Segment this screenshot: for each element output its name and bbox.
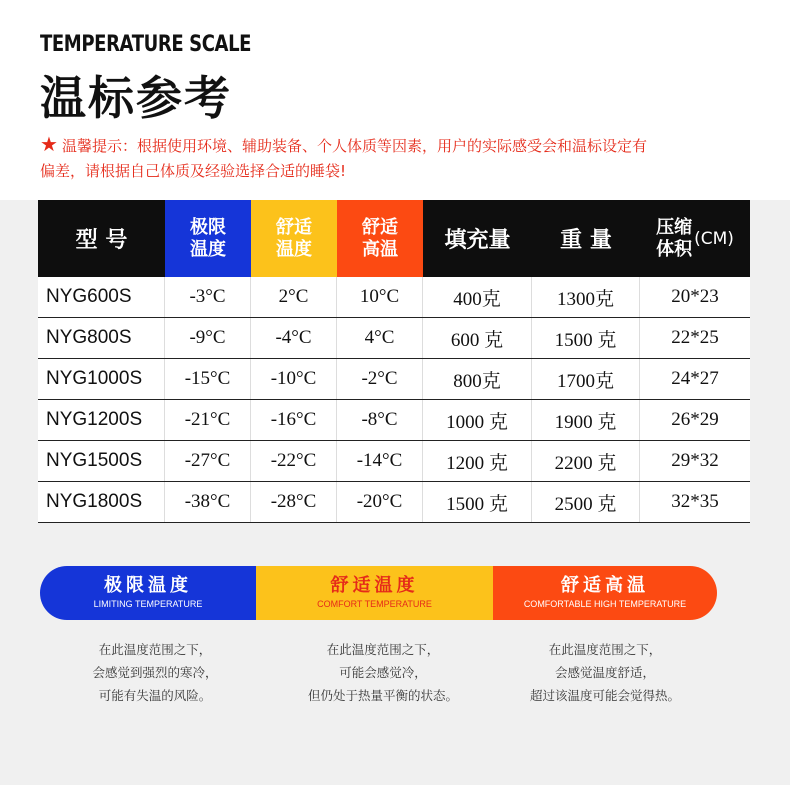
header-size-l1: 压缩 — [656, 216, 693, 238]
tip-line-1: 温馨提示：根据使用环境、辅助装备、个人体质等因素，用户的实际感受会和温标设定有 — [61, 137, 647, 155]
legend-comfort-sub: COMFORT TEMPERATURE — [317, 599, 432, 609]
cell-size: 24*27 — [671, 368, 719, 389]
desc-line: 超过该温度可能会觉得热。 — [529, 688, 680, 703]
legend-limit-sub: LIMITING TEMPERATURE — [93, 599, 203, 609]
cell-fill: 1200 克 — [423, 441, 532, 481]
table-header — [38, 200, 750, 277]
header-limit — [165, 200, 251, 277]
cell-fill: 800克 — [423, 359, 532, 399]
legend-comfort-title: 舒适温度 — [330, 575, 419, 596]
warm-tip — [40, 132, 740, 184]
header-size-unit: (CM) — [694, 228, 734, 249]
legend-high-sub: COMFORTABLE HIGH TEMPERATURE — [523, 599, 687, 609]
cell-high: 4°C — [337, 318, 423, 358]
tip-line-2: 偏差，请根据自己体质及经验选择合适的睡袋! — [40, 162, 347, 180]
table-row — [38, 318, 750, 359]
cell-limit: -15°C — [165, 359, 251, 399]
cell-model: NYG1000S — [38, 359, 165, 399]
cell-comfort: -4°C — [251, 318, 337, 358]
cell-size: 29*32 — [671, 450, 719, 471]
legend-comfort — [256, 566, 493, 620]
header-limit-l2: 温度 — [190, 238, 226, 260]
cell-limit: -21°C — [165, 400, 251, 440]
cell-fill: 1000 克 — [423, 400, 532, 440]
header-comfort-l1: 舒适 — [276, 216, 312, 238]
cell-weight: 1700克 — [532, 359, 640, 399]
desc-comfort — [268, 638, 498, 707]
cell-comfort: -16°C — [251, 400, 337, 440]
cell-weight: 2200 克 — [532, 441, 640, 481]
desc-line: 在此温度范围之下， — [326, 642, 440, 657]
legend-limit — [40, 566, 256, 620]
cell-model: NYG800S — [38, 318, 165, 358]
header-size-l2: 体积 — [656, 238, 693, 260]
cell-size: 20*23 — [671, 286, 719, 307]
cell-high: -2°C — [337, 359, 423, 399]
cell-limit: -27°C — [165, 441, 251, 481]
cell-high: -20°C — [337, 482, 423, 522]
table-row — [38, 277, 750, 318]
cell-weight: 1500 克 — [532, 318, 640, 358]
desc-line: 会感觉温度舒适， — [554, 665, 655, 680]
legend-high-title: 舒适高温 — [561, 575, 649, 596]
cell-fill: 400克 — [423, 277, 532, 317]
cell-high: -8°C — [337, 400, 423, 440]
header-model: 型 号 — [38, 200, 165, 277]
title-en: TEMPERATURE SCALE — [40, 32, 252, 57]
cell-size: 22*25 — [671, 327, 719, 348]
header-comfort-l2: 温度 — [276, 238, 312, 260]
table-row — [38, 359, 750, 400]
legend-high — [493, 566, 717, 620]
cell-limit: -3°C — [165, 277, 251, 317]
header-high — [337, 200, 423, 277]
cell-comfort: -22°C — [251, 441, 337, 481]
header-area — [0, 0, 790, 200]
cell-size: 32*35 — [671, 491, 719, 512]
cell-model: NYG600S — [38, 277, 165, 317]
header-limit-l1: 极限 — [190, 216, 226, 238]
cell-size: 26*29 — [671, 409, 719, 430]
desc-high — [490, 638, 720, 707]
header-high-l1: 舒适 — [362, 216, 398, 238]
desc-line: 可能有失温的风险。 — [98, 688, 212, 703]
cell-high: -14°C — [337, 441, 423, 481]
cell-fill: 600 克 — [423, 318, 532, 358]
table-body — [38, 277, 750, 523]
cell-model: NYG1800S — [38, 482, 165, 522]
header-size — [640, 200, 750, 277]
cell-fill: 1500 克 — [423, 482, 532, 522]
title-cn: 温标参考 — [40, 71, 232, 125]
legend-limit-title: 极限温度 — [104, 575, 192, 596]
desc-limit — [40, 638, 270, 707]
header-comfort — [251, 200, 337, 277]
cell-weight: 1300克 — [532, 277, 640, 317]
table-row — [38, 441, 750, 482]
desc-line: 会感觉到强烈的寒冷， — [92, 665, 218, 680]
cell-model: NYG1200S — [38, 400, 165, 440]
header-high-l2: 高温 — [362, 238, 398, 260]
header-fill: 填充量 — [423, 200, 532, 277]
table-row — [38, 482, 750, 523]
cell-weight: 2500 克 — [532, 482, 640, 522]
desc-line: 在此温度范围之下， — [98, 642, 212, 657]
cell-model: NYG1500S — [38, 441, 165, 481]
cell-limit: -38°C — [165, 482, 251, 522]
legend-bar — [40, 566, 717, 620]
cell-comfort: -10°C — [251, 359, 337, 399]
header-weight: 重 量 — [532, 200, 640, 277]
desc-line: 但仍处于热量平衡的状态。 — [307, 688, 458, 703]
temperature-table — [38, 200, 750, 523]
desc-line: 在此温度范围之下， — [548, 642, 662, 657]
table-row — [38, 400, 750, 441]
cell-weight: 1900 克 — [532, 400, 640, 440]
desc-line: 可能会感觉冷， — [339, 665, 427, 680]
cell-limit: -9°C — [165, 318, 251, 358]
cell-comfort: 2°C — [251, 277, 337, 317]
star-icon: ★ — [40, 132, 58, 156]
cell-high: 10°C — [337, 277, 423, 317]
cell-comfort: -28°C — [251, 482, 337, 522]
